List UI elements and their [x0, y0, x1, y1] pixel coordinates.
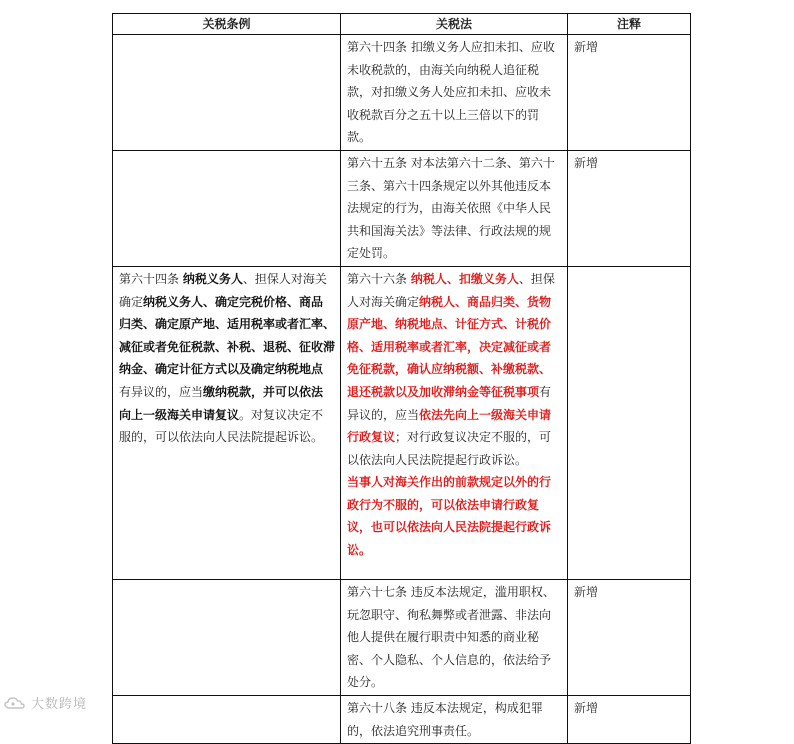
- new-text-cell: [341, 579, 568, 695]
- old-text-cell: [113, 35, 341, 151]
- clause-text: 第六十六条: [347, 271, 411, 286]
- clause-text: 、担保人对海关确定: [347, 271, 555, 309]
- table-row: [113, 695, 691, 743]
- note-cell: [568, 266, 691, 579]
- table-row: [113, 579, 691, 695]
- clause-text: 第六十四条: [119, 271, 183, 286]
- new-text-cell: [341, 35, 568, 151]
- cloud-logo-icon: [4, 695, 28, 711]
- watermark-text: 大数跨境: [31, 697, 88, 712]
- table-row: [113, 150, 691, 266]
- amended-text: 依法先向上一级海关申请行政复议: [347, 407, 552, 445]
- old-text-cell: [113, 579, 341, 695]
- clause-text: 、担保人对海关确定: [119, 271, 327, 309]
- clause-text: 有异议的，应当: [119, 384, 204, 399]
- clause-text: 有异议的，应当: [347, 384, 552, 422]
- clause-text: 第六十八条 违反本法规定，构成犯罪的，依法追究刑事责任。: [347, 700, 543, 738]
- table-row: [113, 266, 691, 579]
- emphasized-text: 纳税义务人、确定完税价格、商品归类、确定原产地、适用税率或者汇率、减征或者免征税款、补税、退税、征收滞纳金、确定计征方式以及确定纳税地点: [119, 294, 336, 377]
- old-text-cell: [113, 266, 341, 579]
- emphasized-text: 缴纳税款，并可以依法向上一级海关申请复议: [119, 384, 324, 422]
- header-notes: 注释: [568, 14, 691, 35]
- new-text-cell: [341, 695, 568, 743]
- clause-text: 第六十五条 对本法第六十二条、第六十三条、第六十四条规定以外其他违反本法规定的行为，由海关依照《中华人民共和国海关法》等法律、行政法规的规定处罚。: [347, 155, 555, 261]
- new-text-cell: [341, 150, 568, 266]
- watermark: [4, 693, 87, 712]
- note-cell: 新增: [568, 579, 691, 695]
- table-row: [113, 35, 691, 151]
- header-old-regulation: 关税条例: [113, 14, 341, 35]
- old-text-cell: [113, 150, 341, 266]
- new-text-cell: [341, 266, 568, 579]
- header-new-law: 关税法: [341, 14, 568, 35]
- note-cell: 新增: [568, 150, 691, 266]
- amended-text: 纳税人、商品归类、货物原产地、纳税地点、计征方式、计税价格、适用税率或者汇率，决定减征或者免征税款，确认应纳税额、补缴税款、退还税款以及加收滞纳金等征税事项: [347, 294, 552, 399]
- clause-text: 。对复议决定不服的，可以依法向人民法院提起诉讼。: [119, 407, 324, 445]
- amended-text: 当事人对海关作出的前款规定以外的行政行为不服的，可以依法申请行政复议，也可以依法向人民法院提起行政诉讼。: [347, 475, 552, 558]
- clause-text: 第六十四条 扣缴义务人应扣未扣、应收未收税款的，由海关向纳税人追征税款，对扣缴义务人处应扣未扣、应收未收税款百分之五十以上三倍以下的罚款。: [347, 40, 555, 145]
- amended-text: 纳税人、扣缴义务人: [410, 271, 519, 286]
- emphasized-text: 纳税义务人: [182, 271, 243, 286]
- note-cell: 新增: [568, 695, 691, 743]
- clause-text: 第六十七条 违反本法规定，滥用职权、玩忽职守、徇私舞弊或者泄露、非法向他人提供在履行职责中知悉的商业秘密、个人隐私、个人信息的，依法给予处分。: [347, 584, 555, 690]
- table-header-row: [113, 14, 691, 35]
- clause-text: ；对行政复议决定不服的，可以依法向人民法院提起行政诉讼。: [347, 430, 552, 467]
- old-text-cell: [113, 695, 341, 743]
- comparison-table: [112, 13, 691, 744]
- note-cell: 新增: [568, 35, 691, 151]
